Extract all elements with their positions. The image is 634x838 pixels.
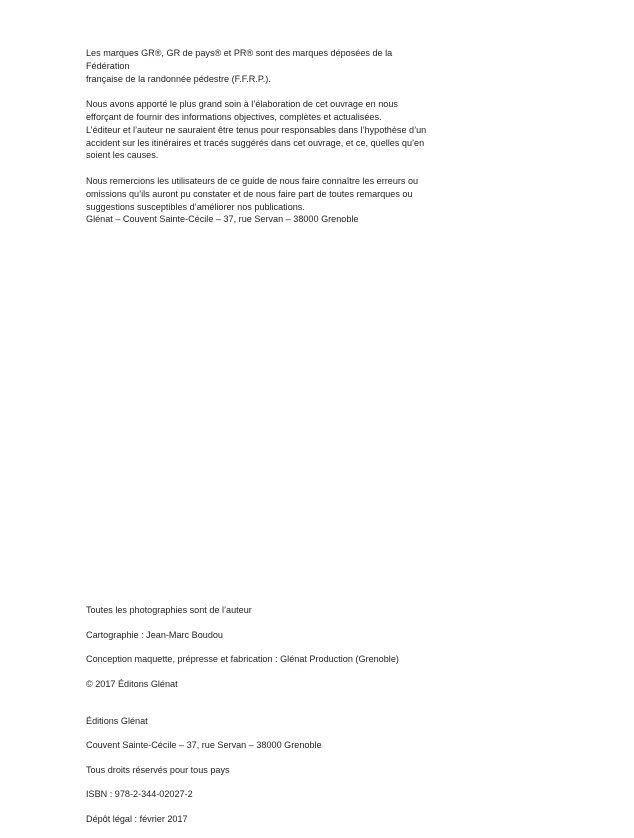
- design-credit: Conception maquette, prépresse et fabrication : Glénat Production (Grenoble): [86, 654, 399, 665]
- publisher-name: Éditions Glénat: [86, 715, 148, 726]
- publisher-info: [86, 702, 486, 837]
- isbn-number: ISBN : 978-2-344-02027-2: [86, 789, 193, 800]
- rights-notice: Tous droits réservés pour tous pays: [86, 764, 230, 775]
- trademark-notice: Les marques GR®, GR de pays® et PR® sont des marques déposées de la Fédération française de la randonnée pédestre (F.F.R.P.).: [86, 48, 393, 84]
- feedback-paragraph: Nous remercions les utilisateurs de ce guide de nous faire connaître les erreurs ou omissions qu’ils auront pu constater et de nous faire part de toutes remarques ou suggestions susceptibles d’améliorer nos publications. Glénat – Couvent Sainte-Cécile – 37, rue Servan – 38000 Grenoble: [86, 175, 419, 225]
- copyright-line: © 2017 Éditons Glénat: [86, 678, 178, 689]
- credits-block: [86, 604, 486, 838]
- photo-credit: Toutes les photographies sont de l’auteur: [86, 605, 252, 615]
- publisher-address: Couvent Sainte-Cécile – 37, rue Servan – 38000 Grenoble: [86, 740, 322, 751]
- legal-notice-block: [86, 47, 436, 226]
- cartography-credit: Cartographie : Jean-Marc Boudou: [86, 629, 223, 640]
- legal-deposit: Dépôt légal : février 2017: [86, 814, 188, 825]
- disclaimer-paragraph: Nous avons apporté le plus grand soin à l’élaboration de cet ouvrage en nous efforçant de fournir des informations objectives, complètes et actualisées. L’éditeur et l’auteur ne sauraient être tenus pour responsables dans l’hypothèse d’un accident sur les itinéraires et tracés suggérés dans cet ouvrage, et ce, quelles qu’en soient les causes.: [86, 99, 427, 161]
